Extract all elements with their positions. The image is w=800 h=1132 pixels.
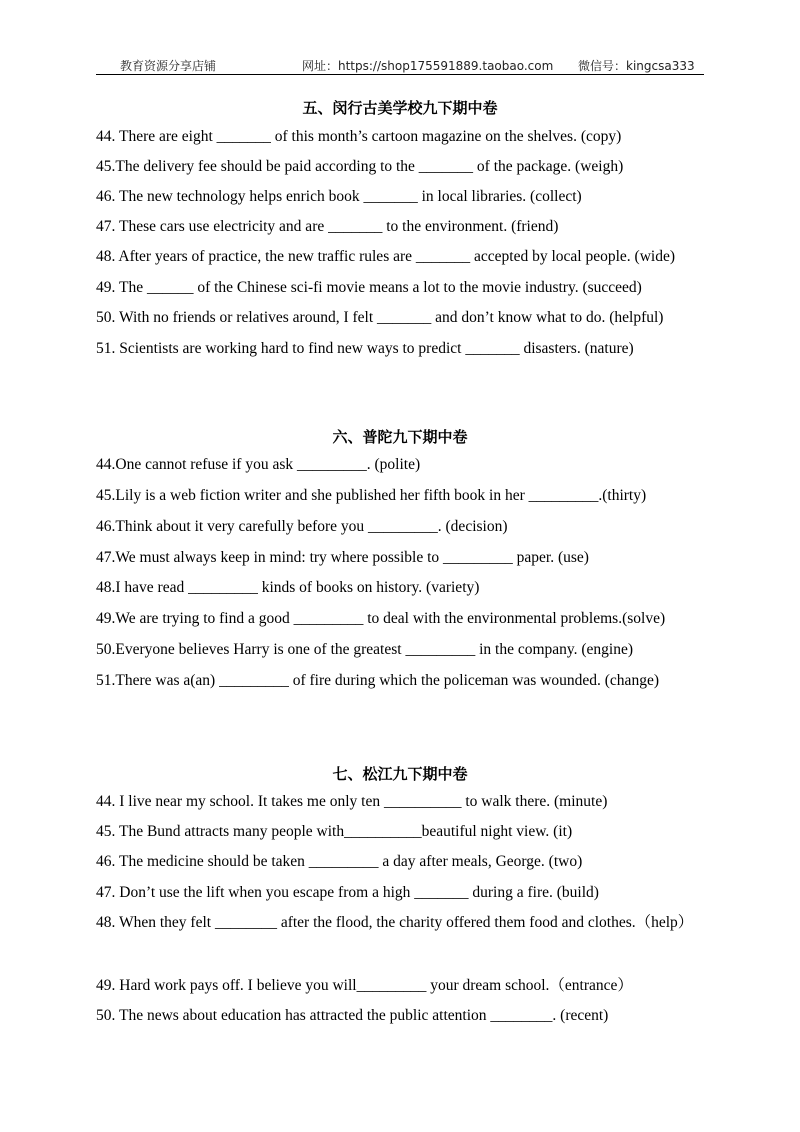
question-item: 50. The news about education has attracted the public attention ________. (recent): [96, 1007, 609, 1024]
section-title: 五、闵行古美学校九下期中卷: [302, 99, 498, 117]
section-title: 六、普陀九下期中卷: [332, 428, 468, 446]
question-item: 48.I have read _________ kinds of books on history. (variety): [96, 579, 480, 596]
question-item: 50. With no friends or relatives around, I felt _______ and don’t know what to do. (helpful): [96, 309, 664, 326]
question-item: 51.There was a(an) _________ of fire during which the policeman was wounded. (change): [96, 672, 659, 689]
header-website: 网址：https://shop175591889.taobao.com: [302, 59, 554, 73]
question-item: 47. These cars use electricity and are _______ to the environment. (friend): [96, 218, 559, 235]
section-title: 七、松江九下期中卷: [332, 765, 468, 783]
question-item: 49. The ______ of the Chinese sci-fi movie means a lot to the movie industry. (succeed): [96, 279, 642, 296]
question-item: 46. The medicine should be taken _________ a day after meals, George. (two): [96, 853, 583, 870]
question-item: 47. Don’t use the lift when you escape from a high _______ during a fire. (build): [96, 884, 599, 901]
header-shop-name: 教育资源分享店铺: [120, 59, 217, 73]
question-item: 48. After years of practice, the new traffic rules are _______ accepted by local people. (wide): [96, 248, 675, 265]
question-item: 49. Hard work pays off. I believe you will_________ your dream school.（entrance）: [96, 977, 633, 994]
question-item: 49.We are trying to find a good _________ to deal with the environmental problems.(solve): [96, 610, 666, 627]
question-item: 44. There are eight _______ of this month’s cartoon magazine on the shelves. (copy): [96, 128, 622, 145]
question-item: 47.We must always keep in mind: try where possible to _________ paper. (use): [96, 549, 589, 566]
header-wechat: 微信号：kingcsa333: [578, 59, 695, 73]
question-item: 50.Everyone believes Harry is one of the greatest _________ in the company. (engine): [96, 641, 634, 658]
question-item: 44.One cannot refuse if you ask _________. (polite): [96, 456, 421, 473]
question-item: 48. When they felt ________ after the flood, the charity offered them food and clothes.（help）: [96, 914, 694, 931]
question-item: 46.Think about it very carefully before you _________. (decision): [96, 518, 508, 535]
question-item: 46. The new technology helps enrich book _______ in local libraries. (collect): [96, 188, 582, 205]
question-item: 45. The Bund attracts many people with__________beautiful night view. (it): [96, 823, 573, 840]
question-item: 51. Scientists are working hard to find new ways to predict _______ disasters. (nature): [96, 340, 634, 357]
question-item: 44. I live near my school. It takes me only ten __________ to walk there. (minute): [96, 793, 608, 810]
question-item: 45.The delivery fee should be paid according to the _______ of the package. (weigh): [96, 158, 624, 175]
page-header: [96, 56, 704, 75]
question-item: 45.Lily is a web fiction writer and she published her fifth book in her _________.(thirty): [96, 487, 647, 504]
